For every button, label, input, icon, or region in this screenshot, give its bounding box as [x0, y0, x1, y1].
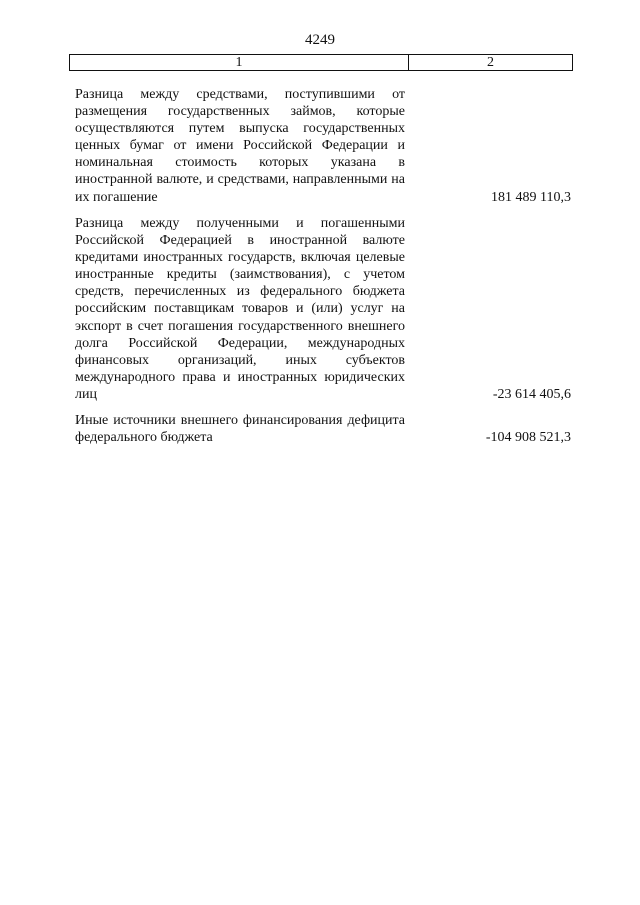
- row-description: Разница между средствами, поступившими от размещения государственных займов, которые осуществляются путем выпуска государственных ценных бумаг от имени Российской Федерации и номинальная стоимость которых указана в иностранной валюте, и средствами, направленными на их погашение: [75, 87, 405, 205]
- column-header-1: 1: [70, 55, 409, 70]
- row-amount: -23 614 405,6: [492, 387, 571, 402]
- row-description: Разница между полученными и погашенными Российской Федерацией в иностранной валюте кредитами иностранных государств, включая целевые иностранные кредиты (заимствования), с учетом средств, перечисленных из федерального бюджета российским поставщикам товаров и (или) услуг на экспорт в счет погашения государственного внешнего долга Российской Федерации, международных финансовых организаций, иных субъектов международного права и иностранных юридических лиц: [75, 216, 405, 402]
- row-amount: 181 489 110,3: [491, 190, 571, 205]
- table-header: [69, 54, 573, 71]
- row-amount: -104 908 521,3: [485, 430, 571, 445]
- column-header-2: 2: [487, 55, 494, 70]
- page-number: 4249: [305, 32, 335, 48]
- row-description: Иные источники внешнего финансирования дефицита федерального бюджета: [75, 413, 405, 446]
